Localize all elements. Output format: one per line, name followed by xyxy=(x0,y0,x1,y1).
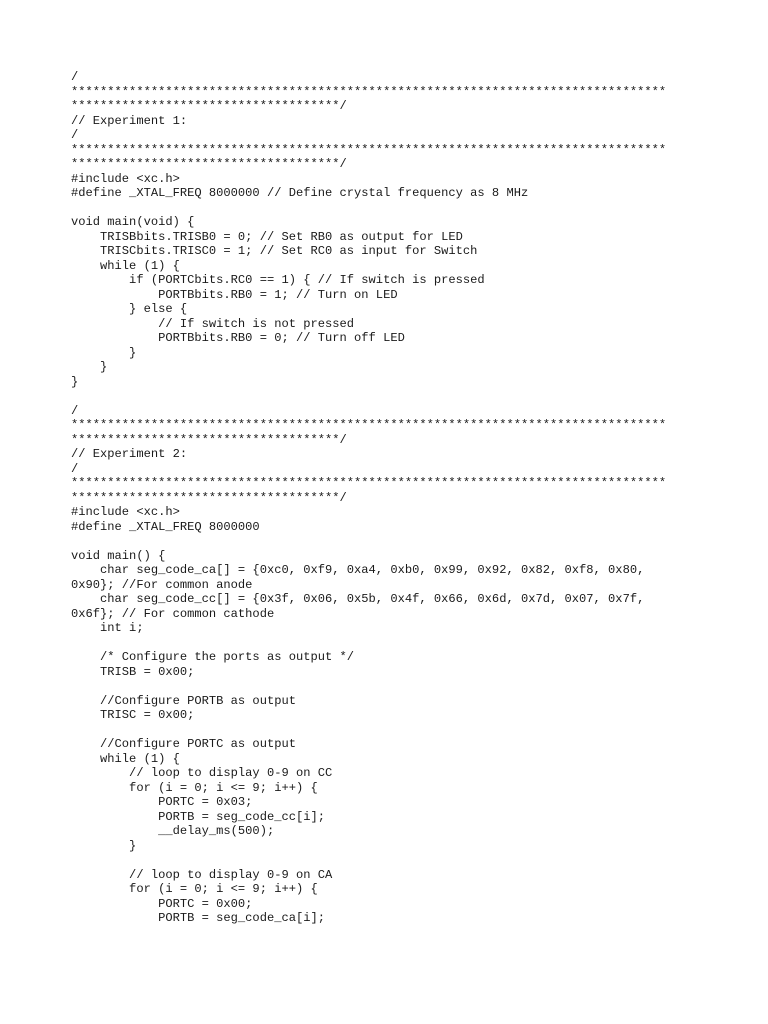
code-line xyxy=(71,853,711,868)
code-listing xyxy=(71,70,711,926)
code-line: } xyxy=(71,374,79,389)
code-line: 0x6f}; // For common cathode xyxy=(71,606,275,621)
code-line: ********************************************************************************** xyxy=(71,142,667,157)
code-line: ********************************************************************************** xyxy=(71,84,667,99)
code-line: *************************************/ xyxy=(71,157,347,171)
code-line: // loop to display 0-9 on CA xyxy=(71,867,333,882)
code-line: PORTBbits.RB0 = 0; // Turn off LED xyxy=(71,331,405,345)
code-line: #define _XTAL_FREQ 8000000 xyxy=(71,519,260,534)
code-line: TRISCbits.TRISC0 = 1; // Set RC0 as input for Switch xyxy=(71,244,478,258)
code-line: ********************************************************************************** xyxy=(71,418,667,432)
code-line: / xyxy=(71,461,79,476)
code-line: TRISC = 0x00; xyxy=(71,708,195,722)
code-line: void main() { xyxy=(71,548,166,563)
code-line xyxy=(71,534,711,549)
code-line: // Experiment 2: xyxy=(71,447,188,461)
code-line: TRISB = 0x00; xyxy=(71,664,195,679)
code-line: 0x90}; //For common anode xyxy=(71,577,253,592)
code-line: } else { xyxy=(71,302,188,316)
code-line: / xyxy=(71,403,79,418)
code-line: #define _XTAL_FREQ 8000000 // Define crystal frequency as 8 MHz xyxy=(71,186,529,200)
code-line: for (i = 0; i <= 9; i++) { xyxy=(71,780,318,795)
code-line: // If switch is not pressed xyxy=(71,316,355,331)
code-line xyxy=(71,723,711,738)
code-line: #include <xc.h> xyxy=(71,171,180,186)
code-line xyxy=(71,636,711,651)
code-line: / xyxy=(71,128,79,142)
code-line: //Configure PORTB as output xyxy=(71,693,296,708)
code-line: /* Configure the ports as output */ xyxy=(71,650,355,664)
code-line: // Experiment 1: xyxy=(71,113,188,128)
code-line: TRISBbits.TRISB0 = 0; // Set RB0 as output for LED xyxy=(71,229,463,244)
code-line: *************************************/ xyxy=(71,432,347,447)
code-line: *************************************/ xyxy=(71,99,347,113)
code-line: } xyxy=(71,838,137,853)
code-line: PORTC = 0x03; xyxy=(71,795,253,809)
code-line xyxy=(71,679,711,694)
code-line xyxy=(71,201,711,216)
code-line: *************************************/ xyxy=(71,490,347,505)
code-line: / xyxy=(71,70,79,84)
code-line: PORTB = seg_code_cc[i]; xyxy=(71,809,326,824)
code-line: void main(void) { xyxy=(71,215,195,229)
code-line: #include <xc.h> xyxy=(71,505,180,519)
code-line: } xyxy=(71,345,137,360)
code-line: for (i = 0; i <= 9; i++) { xyxy=(71,882,318,896)
code-line: while (1) { xyxy=(71,751,180,766)
code-line: int i; xyxy=(71,621,144,635)
code-line xyxy=(71,389,711,404)
code-line: char seg_code_ca[] = {0xc0, 0xf9, 0xa4, 0xb0, 0x99, 0x92, 0x82, 0xf8, 0x80, xyxy=(71,563,645,577)
code-line: PORTBbits.RB0 = 1; // Turn on LED xyxy=(71,287,398,302)
code-line: //Configure PORTC as output xyxy=(71,737,296,751)
code-line: // loop to display 0-9 on CC xyxy=(71,766,333,780)
code-line: while (1) { xyxy=(71,258,180,273)
code-line: __delay_ms(500); xyxy=(71,824,275,838)
code-line: if (PORTCbits.RC0 == 1) { // If switch is pressed xyxy=(71,273,485,287)
code-line: PORTB = seg_code_ca[i]; xyxy=(71,911,326,925)
code-line: ********************************************************************************** xyxy=(71,476,667,490)
code-line: } xyxy=(71,360,108,374)
code-line: PORTC = 0x00; xyxy=(71,896,253,911)
code-line: char seg_code_cc[] = {0x3f, 0x06, 0x5b, 0x4f, 0x66, 0x6d, 0x7d, 0x07, 0x7f, xyxy=(71,592,645,606)
